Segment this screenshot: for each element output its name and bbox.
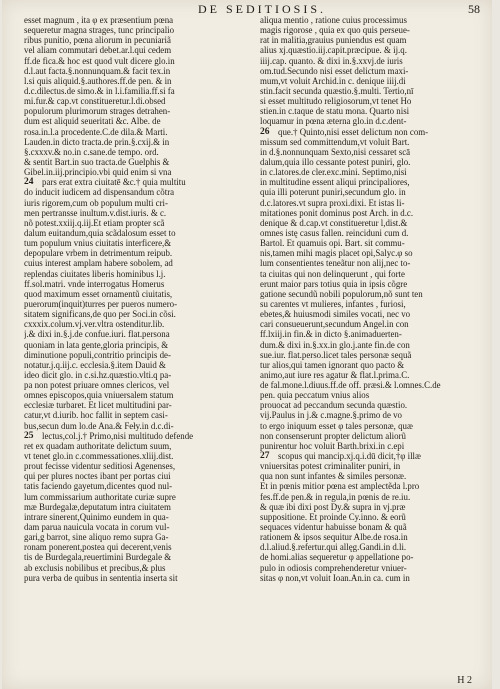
line-text: vel aliam commutari debet.ar.l.qui cedem	[24, 45, 172, 56]
line-text: rationem & ipsos sequitur Albe.de rosa.in	[260, 532, 408, 543]
text-line	[260, 400, 486, 410]
text-line	[24, 431, 256, 441]
text-line	[24, 451, 256, 461]
text-line	[260, 177, 486, 187]
text-line	[24, 66, 256, 76]
line-text: aliqua mentio , ratione cuius processimus	[260, 15, 407, 25]
text-line	[260, 329, 486, 339]
line-text: denique & d.cap.vt constitueretur l,dist.&	[260, 217, 408, 228]
line-text: stien.in c.taque de statu mona. Quarto nisi	[260, 106, 410, 117]
text-line	[260, 238, 486, 248]
text-line	[24, 25, 256, 35]
text-line	[260, 573, 486, 583]
text-line	[260, 542, 486, 552]
line-text: tis de Burdegala,reuertimini Burdegale &	[24, 552, 172, 563]
text-line	[260, 258, 486, 268]
line-text: sequeretur magna strages, tunc principalio	[24, 25, 175, 36]
text-line	[24, 370, 256, 380]
text-line	[24, 400, 256, 410]
text-line	[24, 410, 256, 420]
line-text: ronam ponerent,postea qui decerent,venis	[24, 542, 172, 553]
line-text: dalum euitandum,quia scãdalosum esset to	[24, 227, 176, 238]
left-text-column	[24, 15, 256, 583]
line-text: in multitudine essent aliqui principaliores,	[260, 177, 410, 188]
text-line	[260, 502, 486, 512]
line-text: j.& dixi in.§.j.de confue.iuri. flat.persona	[24, 329, 170, 340]
line-text: vij.Paulus in j.& c.magne.§.primo de vo	[260, 410, 402, 421]
line-text: prouocat ad peccandum secunda quæstio.	[260, 400, 408, 411]
text-line	[24, 350, 256, 360]
line-text: missum sed committendum,vt voluit Bart.	[260, 136, 410, 147]
text-line	[260, 127, 486, 137]
line-text: omnes episcopos,quia vniuersalem statum	[24, 390, 174, 401]
text-line	[260, 228, 486, 238]
text-line	[24, 522, 256, 532]
text-line	[24, 289, 256, 299]
text-line	[24, 187, 256, 197]
line-text: pulo in odiosis comprehenderetur vniuer-	[260, 562, 407, 573]
text-line	[260, 86, 486, 96]
text-line	[24, 542, 256, 552]
text-line	[24, 86, 256, 96]
line-text: pen. quia peccatum vnius alios	[260, 390, 370, 401]
text-line	[260, 340, 486, 350]
line-text: nis,tamen mihi magis placet opi,Salyc.φ so	[260, 248, 413, 259]
text-line	[24, 512, 256, 522]
text-line	[260, 198, 486, 208]
line-text: lum consentientes teneãtur non alij,nec to-	[260, 258, 411, 269]
line-text: loquamur in pœna æterna glo.in d.c.dent-	[260, 116, 407, 127]
line-text: non consenserunt propter delictum aliorũ	[260, 430, 406, 441]
line-text: Lauden.in dicto tracta.de prin.§.cxij.& in	[24, 136, 170, 147]
line-text: tur alios,qui tamen ignorant quo pacto &	[260, 359, 405, 370]
line-text: ribus punitio, pœna aliorum in pecuniariã	[24, 35, 171, 46]
line-text: punirentur hoc voluit Barth.brixi.in c.epi	[260, 440, 405, 451]
text-line	[24, 299, 256, 309]
line-text: to ergo iniquum esset φ tales personæ, quæ	[260, 420, 413, 431]
text-line	[260, 461, 486, 471]
text-line	[24, 309, 256, 319]
text-line	[24, 563, 256, 573]
text-line	[260, 106, 486, 116]
running-title: DE SEDITIOSIS.	[198, 2, 326, 16]
page-number: 58	[468, 2, 480, 16]
line-text: qui per plures noctes ibant per portas ciui	[24, 471, 171, 482]
text-line	[260, 380, 486, 390]
line-text: magis rigorose , quia ex quo quis perseue-	[260, 25, 410, 36]
line-text: rosa.in.l.a procedente.C.de dila.& Marti.	[24, 126, 168, 137]
text-line	[24, 573, 256, 583]
line-text: esset magnum , ita φ ex præsentium pœna	[24, 15, 174, 25]
text-line	[260, 319, 486, 329]
line-text: populorum plurimorum strages detrahen-	[24, 106, 171, 117]
line-text: pura verba de quibus in sententia inserta sit	[24, 572, 178, 583]
line-text: & quæ ibi dixi post Dy.& supra in vj.præ	[260, 501, 406, 512]
text-line	[24, 127, 256, 137]
line-text: sue.iur. flat.perso.licet tales personæ sequã	[260, 349, 412, 360]
text-line	[24, 279, 256, 289]
text-line	[260, 96, 486, 106]
line-text: cxxxix.colum.vj.ver.vltra ostenditur.lib.	[24, 319, 165, 330]
text-line	[260, 137, 486, 147]
line-text: & sentit Bart.in suo tracta.de Guelphis &	[24, 156, 170, 167]
line-text: nõ potest.xxiij.q.iij.Et etiam propter scã	[24, 217, 165, 228]
line-text: dalum,quia illo cessante potest puniri, glo.	[260, 156, 411, 167]
text-line	[24, 441, 256, 451]
text-line	[24, 45, 256, 55]
line-text: catur,vt d.iurib. hoc fallit in septem casi-	[24, 410, 168, 421]
text-line	[260, 56, 486, 66]
text-line	[260, 421, 486, 431]
text-line	[260, 512, 486, 522]
line-text: in c.latores.de cler.exc.mini. Septimo,nisi	[260, 167, 407, 178]
text-line	[24, 390, 256, 400]
text-line	[24, 218, 256, 228]
line-text: que.† Quinto,nisi esset delictum non com-	[278, 126, 429, 137]
text-line	[24, 340, 256, 350]
line-text: scopus qui mancip.xj.q.i.dū dicit,†φ illæ	[278, 451, 421, 462]
text-line	[24, 147, 256, 157]
text-line	[24, 471, 256, 481]
line-text: mum,vt voluit Archid.in c. denique iiij.di	[260, 75, 406, 86]
line-text: lum commissarium authoritate curiæ supre	[24, 491, 176, 502]
line-text: lectus,col.j.† Primo,nisi multitudo defende	[42, 430, 194, 441]
line-text: cari consueuerunt,secundum Angel.in con	[260, 319, 409, 330]
line-text: gari,g barrot, sine aliquo remo supra Ga-	[24, 532, 169, 543]
text-line	[24, 35, 256, 45]
text-line	[260, 66, 486, 76]
text-line	[24, 198, 256, 208]
text-line	[260, 116, 486, 126]
text-line	[260, 492, 486, 502]
text-line	[24, 238, 256, 248]
line-text: de fal.mone.l.diuus.ff.de off. præsi.& l.omnes.C.de	[260, 380, 441, 391]
text-line	[260, 410, 486, 420]
text-line	[260, 431, 486, 441]
line-text: ecclesiæ turbaret. Et licet multitudini par-	[24, 400, 172, 411]
text-line	[260, 25, 486, 35]
line-text: quia illi poterunt puniri,secundum glo. in	[260, 187, 406, 198]
line-text: fes.ff.de pen.& in regula,in pœnis de re.iu.	[260, 491, 411, 502]
line-text: sitas φ non,vt voluit Ioan.An.in ca. cum in	[260, 572, 410, 583]
line-text: Gibel.in.iij.principio.vbi quid enim si vna	[24, 167, 172, 178]
text-line	[24, 461, 256, 471]
line-text: ebetes,& huiusmodi similes vocati, nec vo	[260, 309, 411, 320]
text-line	[24, 157, 256, 167]
text-line	[260, 299, 486, 309]
text-line	[24, 380, 256, 390]
line-text: ff.lxiij.in fin.& in dicto §.animaduerten-	[260, 329, 402, 340]
line-text: quod maximum esset ornamentũ ciuitatis,	[24, 288, 173, 299]
line-text: qua non sunt infantes & similes personæ.	[260, 471, 407, 482]
text-line	[260, 147, 486, 157]
text-line	[260, 481, 486, 491]
margin-number: 25	[24, 430, 34, 441]
text-line	[260, 390, 486, 400]
text-line	[260, 248, 486, 258]
text-line	[260, 15, 486, 25]
line-text: sitatem significans,de quo per Soci.in cõsi.	[24, 309, 176, 320]
line-text: om.tud.Secundo nisi esset delictum maxi-	[260, 65, 409, 76]
line-text: Bartol. Et quamuis opi. Bart. sit commu-	[260, 238, 405, 249]
line-text: cuius interest amplam habere sobolem, ad	[24, 258, 173, 269]
text-line	[260, 289, 486, 299]
line-text: iuris rigorem,cum ob populum multi cri-	[24, 197, 168, 208]
text-line	[24, 15, 256, 25]
line-text: vniuersitas potest criminaliter puniri, in	[260, 461, 401, 472]
line-text: diminutione populi,contritio principis de-	[24, 349, 171, 360]
line-text: d.c.latores.vt supra proxi.dixi. Et istas li-	[260, 197, 405, 208]
line-text: vt tenet glo.in c.commessationes.xliij.dist.	[24, 451, 174, 462]
line-text: dum est aliquid seueritati &c. Albe. de	[24, 116, 161, 127]
line-text: ta ciuitas qui non delinquerunt , qui forte	[260, 268, 405, 279]
line-text: l.si quis aliquid.§.authores.ff.de pen. & in	[24, 75, 172, 86]
line-text: replendas ciuitates liberis hominibus l.j.	[24, 268, 166, 279]
line-text: bus,secun dum lo.de Ana.& Feły.in d.c.di-	[24, 420, 174, 431]
text-line	[24, 421, 256, 431]
line-text: mi.fur.& cap.vt constitueretur.l.di.obsed	[24, 96, 166, 107]
text-line	[24, 76, 256, 86]
book-page	[2, 0, 492, 689]
line-text: intrare sinerent,Quinimo eundem in qua-	[24, 511, 169, 522]
text-line	[24, 208, 256, 218]
line-text: mitationes ponit dominus post Arch. in d.c.	[260, 207, 414, 218]
line-text: pars erat extra ciuitatē &c.† quia multitu	[42, 177, 186, 188]
text-line	[24, 228, 256, 238]
text-line	[24, 360, 256, 370]
line-text: ff.sol.matri. vnde interrogatus Homerus	[24, 278, 165, 289]
line-text: ab exclusis nobilibus et precibus,& plus	[24, 562, 166, 573]
line-text: suppositione. Et proinde Cy.inno. & eorũ	[260, 511, 406, 522]
text-line	[260, 279, 486, 289]
line-text: dum.& dixi in.§.xx.in glo.j.ante fin.de con	[260, 339, 410, 350]
text-line	[260, 167, 486, 177]
text-line	[260, 370, 486, 380]
line-text: gatione secundũ nobili populorum,nõ sunt ten	[260, 288, 423, 299]
text-line	[260, 441, 486, 451]
text-line	[260, 350, 486, 360]
line-text: mæ Burdegalæ,deputatum intra ciuitatem	[24, 501, 171, 512]
text-line	[260, 269, 486, 279]
line-text: §.cxxxv.& no.in c.sane.de tempo. ord.	[24, 146, 159, 157]
text-line	[24, 177, 256, 187]
line-text: d.l.aliud.§.refertur.qui allęg.Gandi.in d.li.	[260, 542, 407, 553]
line-text: ret ex quadam authoritate delictum suum,	[24, 440, 172, 451]
text-line	[260, 360, 486, 370]
right-text-column	[260, 15, 486, 583]
signature-mark: H 2	[457, 675, 472, 686]
line-text: sequaces videntur habuisse bonam & quã	[260, 522, 407, 533]
line-text: notatur.j.q.iij.c. ecclesia.§.item Dauid &	[24, 359, 166, 370]
line-text: tum populum vnius ciuitatis interficere,&	[24, 238, 172, 249]
line-text: animo,aut iure res agatur & flat.l.prima.C.	[260, 369, 410, 380]
text-line	[24, 502, 256, 512]
line-text: tatis faciendo gayetum,dicentes quod nul-	[24, 481, 173, 492]
margin-number: 24	[24, 177, 34, 188]
line-text: si esset multitudo religiosorum,vt tenet Ho	[260, 96, 412, 107]
text-line	[260, 522, 486, 532]
line-text: iiij.cap. quanto. & dixi in.§.xxvj.de iuris	[260, 55, 403, 66]
line-text: dam parua nauicula vocata in corum vul-	[24, 522, 170, 533]
line-text: omnes istę casus fallen. reinciduni cum d.	[260, 227, 409, 238]
text-line	[24, 167, 256, 177]
text-line	[24, 116, 256, 126]
line-text: quoniam in lata gente,gloria principis, &	[24, 339, 169, 350]
text-line	[24, 258, 256, 268]
text-line	[260, 35, 486, 45]
text-line	[24, 248, 256, 258]
text-line	[24, 106, 256, 116]
line-text: d.l.aut facta.§.nonnunquam.& facit tex.in	[24, 65, 171, 76]
line-text: Et in pœnis mitior pœna est amplectẽda l.pro	[260, 481, 420, 492]
line-text: ideo dicit glo. in c.si.hz.quæstio.vlti.q pa-	[24, 369, 172, 380]
text-line	[260, 157, 486, 167]
line-text: in d.§.nonnunquam Sexto,nisi cessaret scā	[260, 146, 411, 157]
text-line	[260, 451, 486, 461]
line-text: su carentes vt mulieres, infantes , furiosi,	[260, 298, 406, 309]
line-text: men pertransse inultum.v.dist.iuris. & c.	[24, 207, 167, 218]
page-header	[42, 2, 482, 16]
line-text: erunt maior pars totius quia in ipsis cõgre	[260, 278, 408, 289]
text-line	[24, 329, 256, 339]
line-text: depopulare vrbem in detrimentum reipub.	[24, 248, 173, 259]
line-text: d.c.dilectus.de simo.& in l.i.familia.ff.si fa	[24, 85, 175, 96]
line-text: prout fecisse videntur seditiosi Agenenses,	[24, 461, 176, 472]
text-line	[24, 319, 256, 329]
text-line	[24, 492, 256, 502]
text-line	[24, 269, 256, 279]
text-line	[260, 76, 486, 86]
text-line	[260, 471, 486, 481]
line-text: alius xj.quæstio.iij.capit.præcipue. & ij.q.	[260, 45, 407, 56]
line-text: pa non potest priuare omnes clericos, vel	[24, 380, 170, 391]
text-line	[24, 532, 256, 542]
text-line	[260, 187, 486, 197]
text-line	[260, 45, 486, 55]
text-line	[260, 552, 486, 562]
text-line	[260, 532, 486, 542]
line-text: de homi.alias sequeretur φ appellatione po-	[260, 552, 414, 563]
line-text: ff.de fica.& hoc est quod vult dicere glo.in	[24, 55, 175, 66]
text-line	[260, 563, 486, 573]
text-line	[24, 137, 256, 147]
line-text: do inducit iudicem ad dispensandum cõtra	[24, 187, 175, 198]
line-text: rat in malitia,grauius puniendus est quam	[260, 35, 407, 46]
text-line	[24, 96, 256, 106]
line-text: puerorum(inquit)turres per pueros numero-	[24, 298, 178, 309]
line-text: stin.facit secunda quæstio.§.multi. Tertio,nī	[260, 85, 414, 96]
text-line	[24, 56, 256, 66]
text-line	[24, 552, 256, 562]
text-line	[260, 309, 486, 319]
margin-number: 26	[260, 126, 270, 137]
text-line	[260, 208, 486, 218]
margin-number: 27	[260, 451, 270, 462]
text-line	[24, 481, 256, 491]
text-line	[260, 218, 486, 228]
